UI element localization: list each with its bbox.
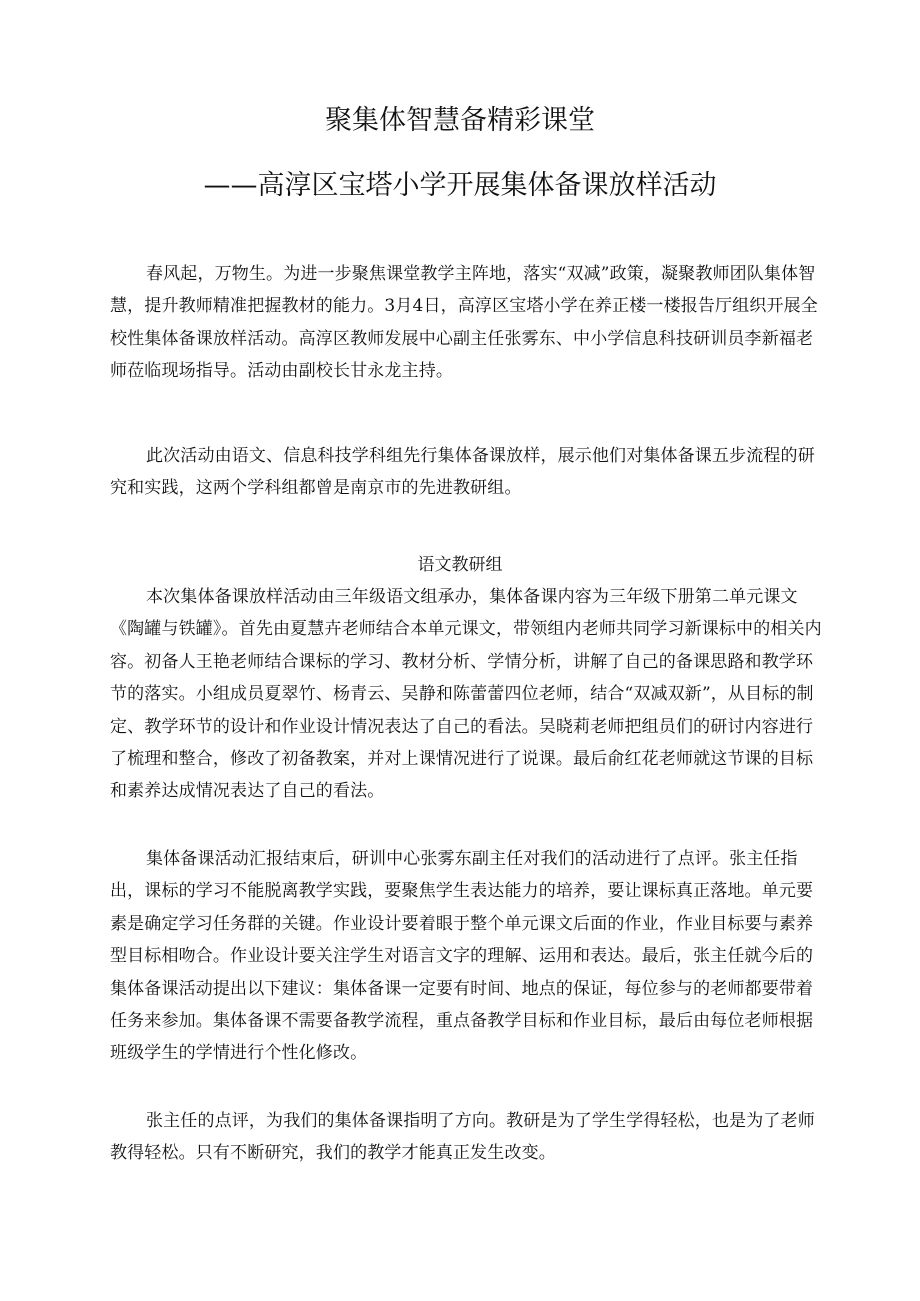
review-paragraph: 集体备课活动汇报结束后，研训中心张雾东副主任对我们的活动进行了点评。张主任指出，课标的学习不能脱离教学实践，要聚焦学生表达能力的培养，要让课标真正落地。单元要素是确定学习任务群的关键。作业设计要着眼于整个单元课文后面的作业，作业目标要与素养型目标相吻合。作业设计要关注学生对语言文字的理解、运用和表达。最后，张主任就今后的集体备课活动提出以下建议：集体备课一定要有时间、地点的保证，每位参与的老师都要带着任务来参加。集体备课不需要备教学流程，重点备教学目标和作业目标，最后由每位老师根据班级学生的学情进行个性化修改。: [110, 849, 814, 1064]
overview-paragraph: 此次活动由语文、信息科技学科组先行集体备课放样，展示他们对集体备课五步流程的研究和实践，这两个学科组都曾是南京市的先进教研组。: [110, 446, 815, 499]
closing-paragraph: 张主任的点评，为我们的集体备课指明了方向。教研是为了学生学得轻松，也是为了老师教得轻松。只有不断研究，我们的教学才能真正发生改变。: [110, 1111, 815, 1164]
chinese-group-paragraph: 本次集体备课放样活动由三年级语文组承办，集体备课内容为三年级下册第二单元课文《陶罐与铁罐》。首先由夏慧卉老师结合本单元课文，带领组内老师共同学习新课标中的相关内容。初备人王艳老师结合课标的学习、教材分析、学情分析，讲解了自己的备课思路和教学环节的落实。小组成员夏翠竹、杨青云、吴静和陈蕾蕾四位老师，结合“双减双新”，从目标的制定、教学环节的设计和作业设计情况表达了自己的看法。吴晓莉老师把组员们的研讨内容进行了梳理和整合，修改了初备教案，并对上课情况进行了说课。最后俞红花老师就这节课的目标和素养达成情况表达了自己的看法。: [110, 587, 822, 802]
page-subtitle: ——高淳区宝塔小学开展集体备课放样活动: [203, 170, 717, 201]
section-heading-chinese-group: 语文教研组: [417, 555, 503, 575]
intro-paragraph: 春风起，万物生。为进一步聚焦课堂教学主阵地，落实“双减”政策，凝聚教师团队集体智慧，提升教师精准把握教材的能力。3月4日，高淳区宝塔小学在养正楼一楼报告厅组织开展全校性集体备课放样活动。高淳区教师发展中心副主任张雾东、中小学信息科技研训员李新福老师莅临现场指导。活动由副校长甘永龙主持。: [110, 264, 818, 382]
page-title: 聚集体智慧备精彩课堂: [325, 105, 595, 136]
